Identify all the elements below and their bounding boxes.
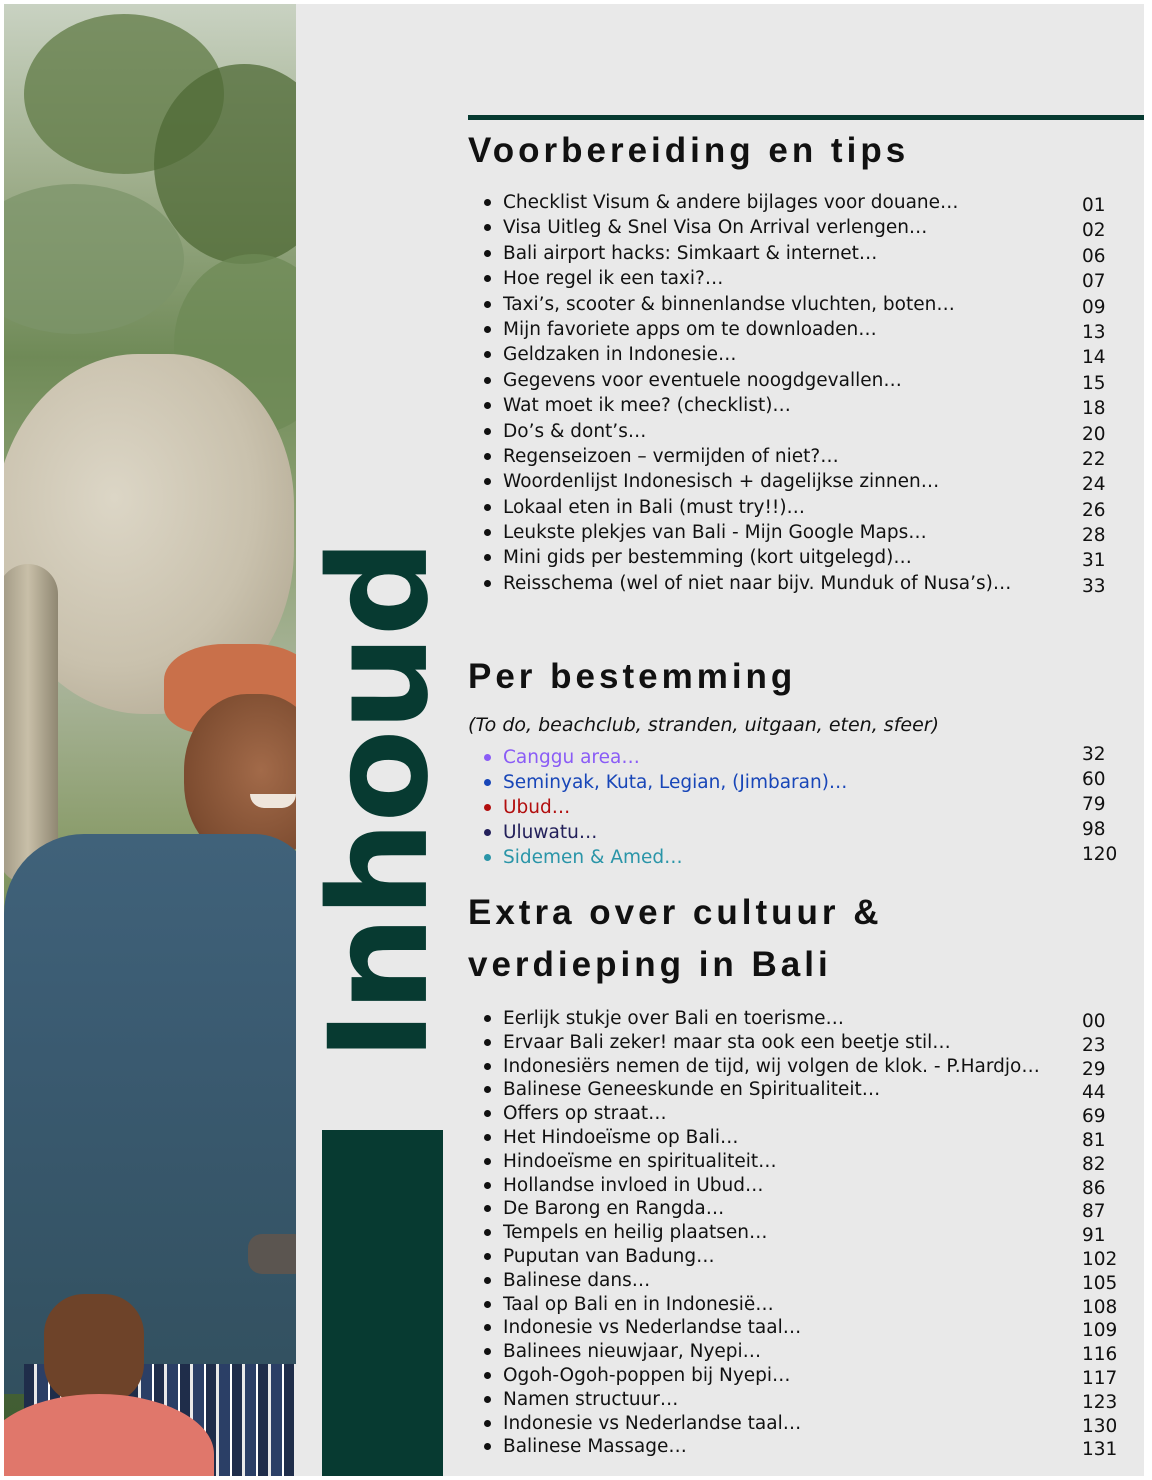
toc-item[interactable] — [503, 744, 1106, 770]
toc-item[interactable] — [503, 1435, 1118, 1461]
top-divider — [468, 115, 1144, 120]
toc-item-page-number: 22 — [1082, 448, 1106, 470]
toc-item-page-number: 13 — [1082, 321, 1106, 343]
toc-item-label: Balinese Geneeskunde en Spiritualiteit… — [503, 1079, 881, 1101]
toc-item[interactable] — [503, 444, 1106, 470]
toc-item-label: Uluwatu… — [503, 822, 598, 843]
toc-item[interactable] — [503, 419, 1106, 445]
toc-item-page-number: 44 — [1082, 1082, 1106, 1104]
toc-item-label: Hindoeïsme en spiritualiteit… — [503, 1150, 777, 1172]
toc-item-label: Balinese Massage… — [503, 1436, 687, 1458]
toc-item[interactable] — [503, 317, 1106, 343]
toc-item[interactable] — [503, 844, 1118, 870]
toc-item-label: Seminyak, Kuta, Legian, (Jimbaran)… — [503, 772, 848, 793]
toc-item[interactable] — [503, 495, 1106, 521]
page-title: Inhoud — [301, 541, 460, 1061]
toc-item-page-number: 29 — [1082, 1058, 1106, 1080]
cover-photo — [4, 4, 296, 1476]
section-subtitle-bestemming: (To do, beachclub, stranden, uitgaan, eten, sfeer) — [468, 714, 939, 736]
toc-item-label: Ogoh-Ogoh-poppen bij Nyepi… — [503, 1364, 791, 1386]
toc-item[interactable] — [503, 1269, 1118, 1294]
toc-item-label: Taal op Bali en in Indonesië… — [503, 1293, 774, 1315]
toc-item[interactable] — [503, 1031, 1106, 1056]
toc-item-page-number: 82 — [1082, 1153, 1106, 1175]
toc-item-label: Canggu area… — [503, 747, 640, 768]
toc-item-label: Ubud… — [503, 797, 571, 818]
toc-item-page-number: 109 — [1082, 1320, 1118, 1342]
toc-item-page-number: 91 — [1082, 1225, 1106, 1247]
toc-item[interactable] — [503, 190, 1106, 216]
toc-item-page-number: 120 — [1082, 844, 1118, 865]
toc-item-label: Regenseizoen – vermijden of niet?… — [503, 445, 839, 467]
toc-item-label: Indonesie vs Nederlandse taal… — [503, 1317, 802, 1339]
toc-item[interactable] — [503, 1197, 1106, 1223]
toc-item[interactable] — [503, 1007, 1106, 1032]
toc-item[interactable] — [503, 819, 1106, 845]
toc-item-label: Leukste plekjes van Bali - Mijn Google Maps… — [503, 522, 927, 544]
toc-item-page-number: 24 — [1082, 474, 1106, 496]
toc-item-page-number: 32 — [1082, 744, 1106, 765]
toc-item-label: Hoe regel ik een taxi?… — [503, 268, 724, 290]
toc-item-page-number: 130 — [1082, 1415, 1118, 1437]
toc-item-page-number: 07 — [1082, 271, 1106, 293]
toc-item-label: Gegevens voor eventuele noogdgevallen… — [503, 369, 902, 391]
toc-item[interactable] — [503, 292, 1106, 318]
toc-item-page-number: 02 — [1082, 220, 1106, 242]
accent-bar — [322, 1130, 443, 1476]
toc-item[interactable] — [503, 1102, 1106, 1128]
toc-item-label: Puputan van Badung… — [503, 1245, 715, 1267]
toc-item[interactable] — [503, 241, 1106, 267]
toc-item-label: Het Hindoeïsme op Bali… — [503, 1126, 739, 1148]
toc-item[interactable] — [503, 1174, 1106, 1199]
toc-item-page-number: 31 — [1082, 550, 1106, 572]
toc-item-page-number: 86 — [1082, 1177, 1106, 1199]
toc-item[interactable] — [503, 1055, 1106, 1080]
toc-item[interactable] — [503, 769, 1106, 795]
toc-item[interactable] — [503, 393, 1106, 420]
toc-item-page-number: 116 — [1082, 1344, 1118, 1366]
toc-item-page-number: 33 — [1082, 575, 1106, 597]
toc-item-label: Reisschema (wel of niet naar bijv. Munduk of Nusa’s)… — [503, 572, 1012, 594]
toc-item[interactable] — [503, 1245, 1118, 1270]
toc-item-page-number: 01 — [1082, 195, 1106, 216]
page-title-vertical — [301, 516, 460, 1086]
toc-list-cultuur — [503, 1007, 1118, 1461]
toc-item[interactable] — [503, 368, 1106, 394]
toc-item-label: Tempels en heilig plaatsen… — [503, 1222, 768, 1244]
toc-item-page-number: 20 — [1082, 423, 1106, 445]
toc-item-page-number: 98 — [1082, 819, 1106, 840]
toc-list-voorbereiding — [503, 190, 1106, 597]
toc-item-label: Wat moet ik mee? (checklist)… — [503, 395, 791, 417]
toc-item-page-number: 15 — [1082, 372, 1106, 394]
toc-item-page-number: 23 — [1082, 1034, 1106, 1056]
toc-item-label: Indonesiërs nemen de tijd, wij volgen de klok. - P.Hardjo… — [503, 1055, 1040, 1077]
toc-item-label: Lokaal eten in Bali (must try!!)… — [503, 496, 806, 518]
toc-item-label: Checklist Visum & andere bijlages voor douane… — [503, 192, 959, 213]
toc-item-label: Balinees nieuwjaar, Nyepi… — [503, 1341, 762, 1363]
toc-item-page-number: 131 — [1082, 1439, 1118, 1461]
toc-item-page-number: 00 — [1082, 1011, 1106, 1032]
toc-item[interactable] — [503, 1126, 1106, 1151]
toc-item-label: Hollandse invloed in Ubud… — [503, 1174, 764, 1196]
toc-item[interactable] — [503, 1078, 1106, 1104]
toc-item-label: Namen structuur… — [503, 1388, 679, 1410]
toc-item[interactable] — [503, 266, 1106, 293]
section-title-cultuur-line2: verdieping in Bali — [468, 945, 832, 984]
section-title-bestemming: Per bestemming — [468, 657, 797, 696]
toc-item-page-number: 108 — [1082, 1296, 1118, 1318]
toc-item[interactable] — [503, 1364, 1118, 1389]
section-title-voorbereiding: Voorbereiding en tips — [468, 131, 910, 170]
toc-item-label: Balinese dans… — [503, 1269, 651, 1291]
toc-item[interactable] — [503, 1293, 1118, 1318]
toc-item-page-number: 06 — [1082, 245, 1106, 267]
toc-item-page-number: 14 — [1082, 347, 1106, 369]
toc-item[interactable] — [503, 1316, 1118, 1342]
toc-item-page-number: 117 — [1082, 1367, 1118, 1389]
toc-item-page-number: 87 — [1082, 1201, 1106, 1223]
toc-list-bestemming — [503, 744, 1118, 870]
toc-item-label: Indonesie vs Nederlandse taal… — [503, 1412, 802, 1434]
toc-item-page-number: 105 — [1082, 1272, 1118, 1294]
toc-item-page-number: 09 — [1082, 296, 1106, 318]
section-title-cultuur-line1: Extra over cultuur & — [468, 893, 883, 932]
toc-item[interactable] — [503, 545, 1106, 572]
toc-item[interactable] — [503, 1150, 1106, 1175]
toc-item[interactable] — [503, 1412, 1118, 1437]
toc-item-label: Visa Uitleg & Snel Visa On Arrival verlengen… — [503, 217, 928, 239]
toc-item-label: Mijn favoriete apps om te downloaden… — [503, 318, 877, 340]
toc-item-page-number: 81 — [1082, 1129, 1106, 1151]
toc-item-label: Mini gids per bestemming (kort uitgelegd)… — [503, 547, 912, 569]
toc-item-page-number: 26 — [1082, 499, 1106, 521]
toc-item-page-number: 18 — [1082, 398, 1106, 420]
toc-page — [4, 4, 1144, 1476]
toc-item-page-number: 69 — [1082, 1106, 1106, 1128]
toc-item-label: Ervaar Bali zeker! maar sta ook een beetje stil… — [503, 1031, 951, 1053]
toc-item-label: Eerlijk stukje over Bali en toerisme… — [503, 1008, 844, 1029]
toc-item-page-number: 60 — [1082, 769, 1106, 790]
toc-item-label: Woordenlijst Indonesisch + dagelijkse zinnen… — [503, 471, 940, 493]
toc-item[interactable] — [503, 1388, 1118, 1413]
toc-item-page-number: 79 — [1082, 794, 1106, 815]
toc-item-label: Geldzaken in Indonesie… — [503, 344, 737, 366]
toc-item-label: De Barong en Rangda… — [503, 1198, 725, 1220]
toc-item[interactable] — [503, 571, 1106, 597]
toc-item-label: Bali airport hacks: Simkaart & internet… — [503, 242, 878, 264]
toc-item-page-number: 102 — [1082, 1248, 1118, 1270]
toc-item-label: Taxi’s, scooter & binnenlandse vluchten, boten… — [503, 293, 955, 315]
toc-item[interactable] — [503, 520, 1106, 547]
toc-item-label: Sidemen & Amed… — [503, 847, 683, 868]
toc-item[interactable] — [503, 215, 1106, 242]
toc-item[interactable] — [503, 469, 1106, 496]
toc-item-page-number: 123 — [1082, 1391, 1118, 1413]
toc-item-page-number: 28 — [1082, 525, 1106, 547]
toc-item[interactable] — [503, 794, 1106, 820]
toc-item[interactable] — [503, 1221, 1106, 1247]
toc-item[interactable] — [503, 1340, 1118, 1366]
toc-item-label: Offers op straat… — [503, 1103, 667, 1125]
toc-item-label: Do’s & dont’s… — [503, 420, 647, 442]
toc-item[interactable] — [503, 342, 1106, 369]
